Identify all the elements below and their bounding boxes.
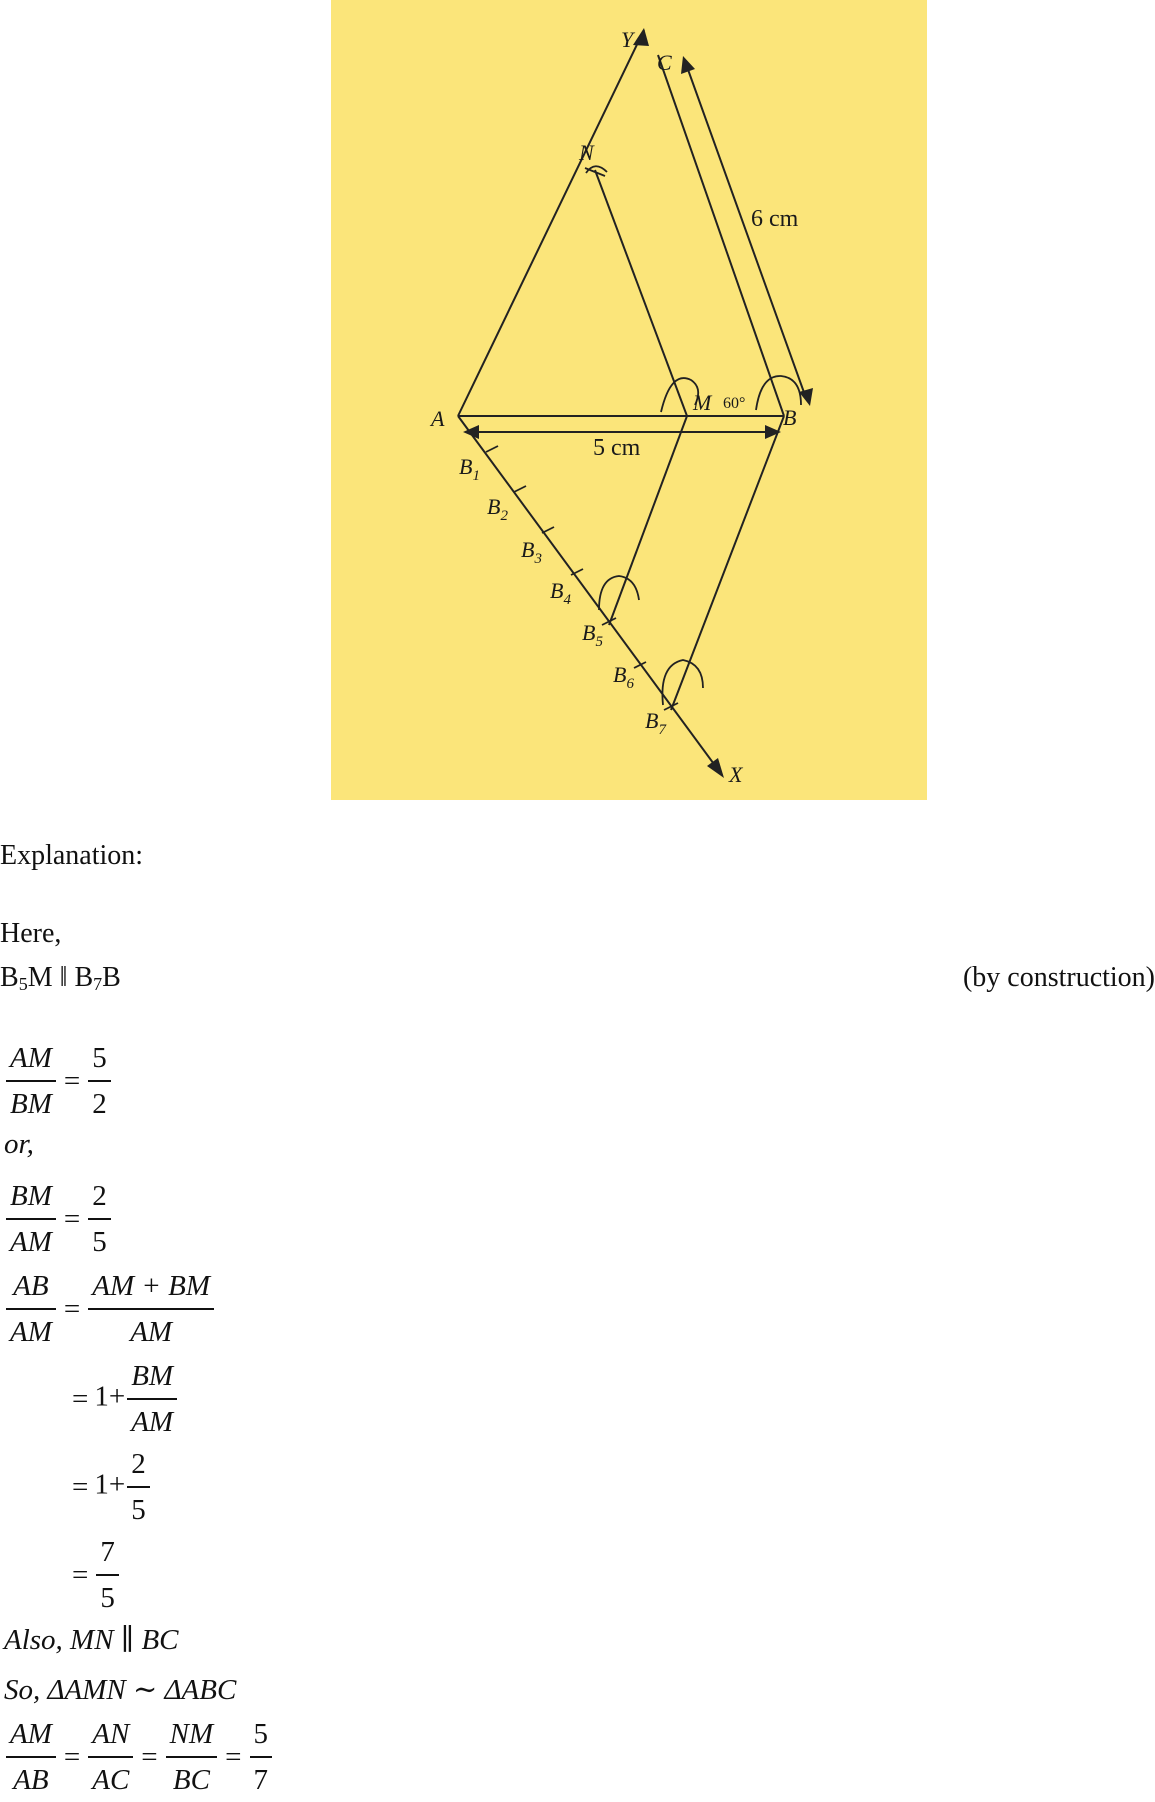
equation-3: $\frac{AB}{AM}$ = $\frac{AM + BM}{AM}$: [4, 1264, 216, 1354]
label-b4: $B_4$: [550, 578, 571, 608]
eq3-lhs: $\frac{AB}{AM}$: [6, 1264, 56, 1354]
label-b5: $B_5$: [582, 620, 603, 650]
or-text: or,: [4, 1128, 34, 1160]
eq2-rhs: $\frac{2}{5}$: [88, 1174, 111, 1264]
label-b6: $B_6$: [613, 662, 634, 692]
eq7-f4: $\frac{5}{7}$: [250, 1712, 273, 1802]
so-statement: So, ΔAMN ∼ ΔABC: [4, 1674, 237, 1706]
parallel-b5-sub: 5: [18, 974, 28, 994]
label-bc-length: 6 cm: [751, 206, 799, 232]
eq5-rhs: $\frac{2}{5}$: [127, 1442, 150, 1532]
eq7-f1: $\frac{AM}{AB}$: [6, 1712, 56, 1802]
label-n: N: [579, 140, 594, 165]
construction-figure: [331, 0, 927, 800]
label-b2: $B_2$: [487, 494, 508, 524]
equation-5: = 1+ $\frac{2}{5}$: [66, 1442, 152, 1532]
eq6-rhs: $\frac{7}{5}$: [96, 1530, 119, 1620]
parallel-statement: [0, 962, 121, 995]
equation-7: $\frac{AM}{AB}$ = $\frac{AN}{AC}$ = $\frac{NM}{BC}$ = $\frac{5}{7}$: [4, 1712, 274, 1802]
eq1-rhs: $\frac{5}{2}$: [88, 1036, 111, 1126]
eq3-rhs: $\frac{AM + BM}{AM}$: [88, 1264, 214, 1354]
equation-6: = $\frac{7}{5}$: [66, 1530, 121, 1620]
here-text: Here,: [0, 918, 62, 949]
label-x: X: [729, 762, 743, 787]
parallel-b7-sub: 7: [93, 974, 103, 994]
label-b: B: [783, 405, 797, 430]
eq7-f2: $\frac{AN}{AC}$: [88, 1712, 133, 1802]
label-c: C: [657, 50, 672, 75]
label-m: M: [693, 390, 712, 415]
eq4-rhs: $\frac{BM}{AM}$: [127, 1354, 177, 1444]
eq1-lhs: $\frac{AM}{BM}$: [6, 1036, 56, 1126]
label-angle: 60°: [723, 395, 746, 412]
construction-note: (by construction): [962, 962, 1155, 993]
equation-4: = 1+ $\frac{BM}{AM}$: [66, 1354, 179, 1444]
explanation-heading: Explanation:: [0, 840, 144, 871]
parallel-b5-main: B: [0, 962, 19, 993]
label-b3: $B_3$: [521, 537, 542, 567]
parallel-mid: M ‖ B: [27, 962, 94, 993]
parallel-b7-main: B: [102, 962, 121, 993]
label-y: Y: [621, 27, 634, 52]
also-statement: Also, MN ∥ BC: [4, 1624, 179, 1656]
construction-diagram: [331, 0, 927, 800]
label-b7: $B_7$: [645, 708, 666, 738]
label-a: A: [431, 406, 445, 431]
eq7-f3: $\frac{NM}{BC}$: [166, 1712, 218, 1802]
eq2-lhs: $\frac{BM}{AM}$: [6, 1174, 56, 1264]
equation-1: $\frac{AM}{BM}$ = $\frac{5}{2}$: [4, 1036, 113, 1126]
label-b1: $B_1$: [459, 454, 480, 484]
equation-2: $\frac{BM}{AM}$ = $\frac{2}{5}$: [4, 1174, 113, 1264]
label-ab-length: 5 cm: [593, 435, 641, 461]
